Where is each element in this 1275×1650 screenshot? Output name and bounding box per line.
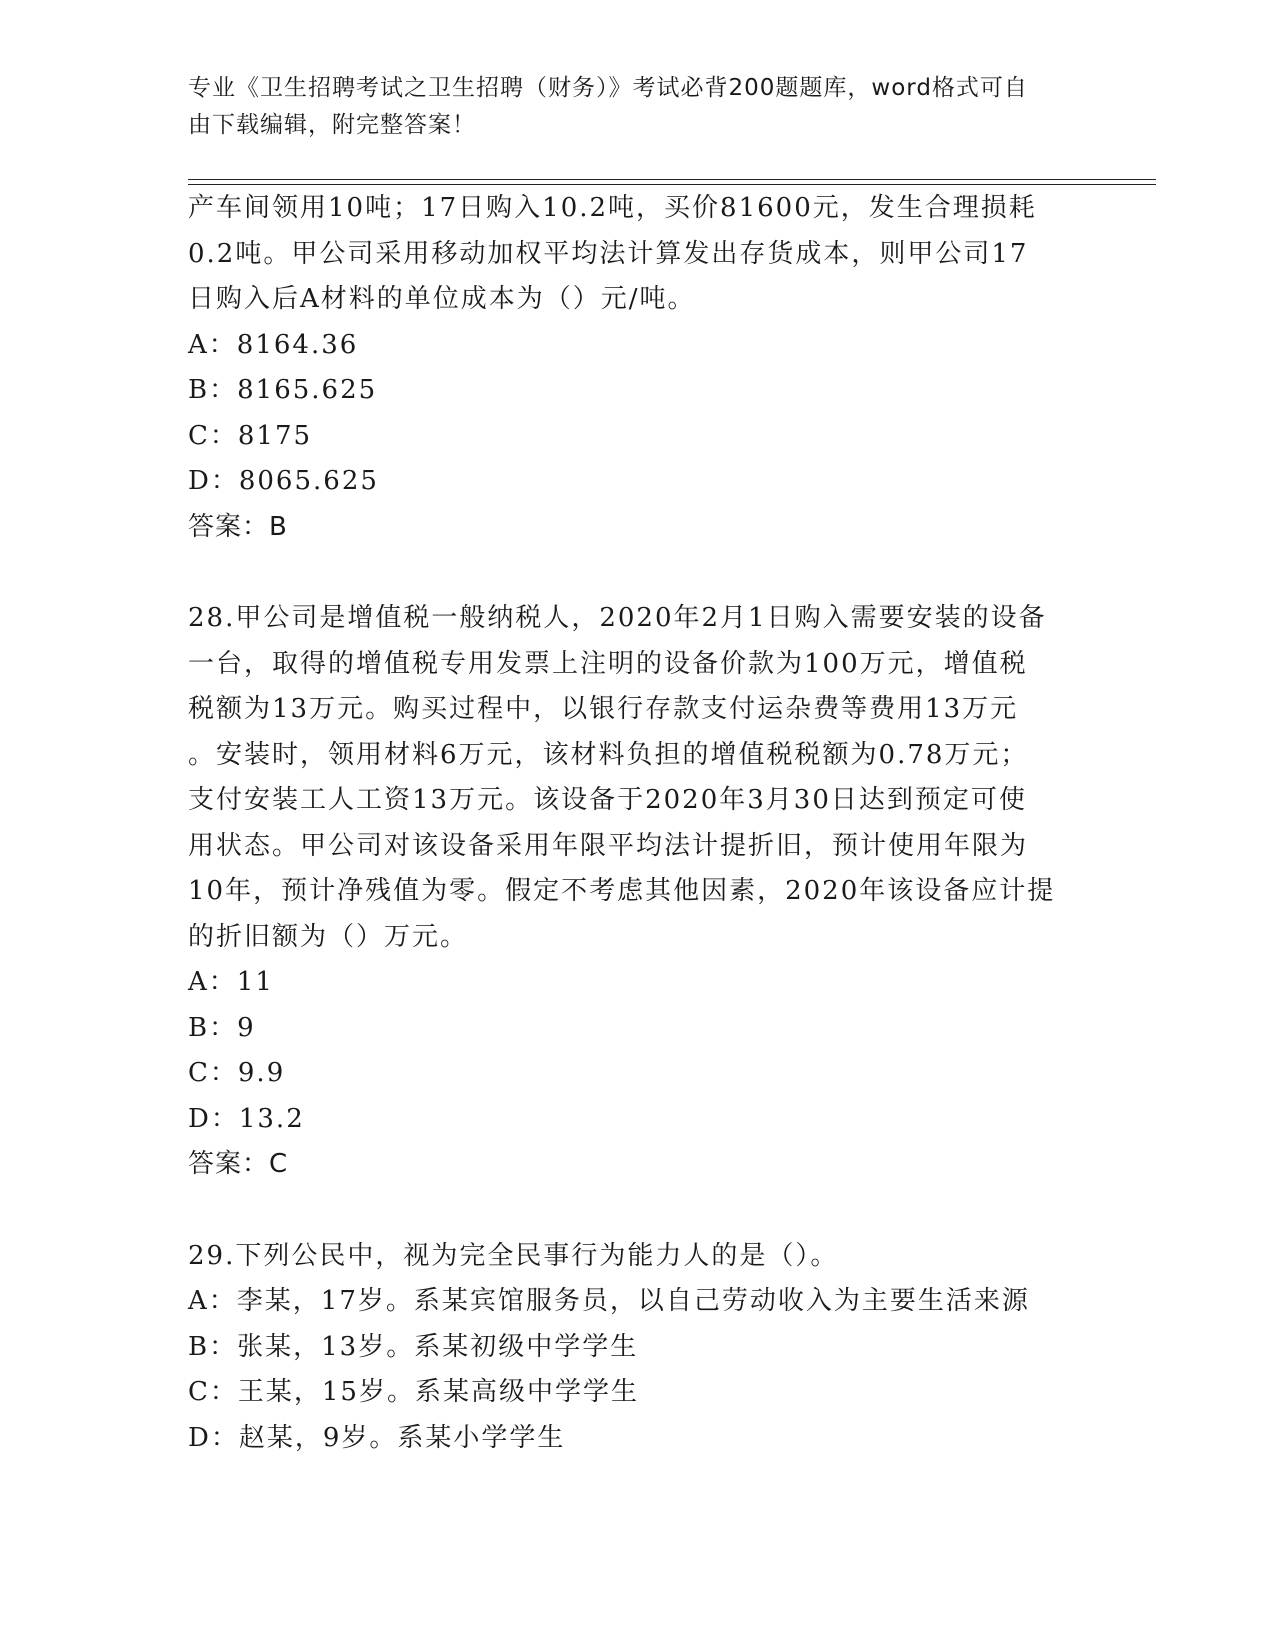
option-c: C：8175 <box>188 420 313 451</box>
question-29 <box>188 1234 1088 1462</box>
question-text-line: 29.下列公民中，视为完全民事行为能力人的是（）。 <box>188 1240 839 1271</box>
question-27 <box>188 186 1088 550</box>
option-c: C：9.9 <box>188 1058 286 1088</box>
header-divider <box>188 179 1156 180</box>
question-text-line: 支付安装工人工资13万元。该设备于2020年3月30日达到预定可使 <box>188 785 1027 815</box>
document-header <box>188 70 1068 144</box>
header-divider <box>188 184 1156 185</box>
question-text-line: 税额为13万元。购买过程中，以银行存款支付运杂费等费用13万元 <box>188 694 1019 724</box>
question-text-line: 10年，预计净残值为零。假定不考虑其他因素，2020年该设备应计提 <box>188 876 1056 906</box>
question-text-line: 产车间领用10吨；17日购入10.2吨，买价81600元，发生合理损耗 <box>188 193 1037 223</box>
spacer <box>188 550 1088 596</box>
question-list <box>188 186 1088 1461</box>
option-b: B：张某，13岁。系某初级中学学生 <box>188 1331 639 1362</box>
option-c: C：王某，15岁。系某高级中学学生 <box>188 1377 639 1407</box>
question-text-line: 0.2吨。甲公司采用移动加权平均法计算发出存货成本，则甲公司17 <box>188 238 1029 269</box>
header-line: 专业《卫生招聘考试之卫生招聘（财务）》考试必背200题题库，word格式可自 <box>188 75 1028 101</box>
option-b: B：8165.625 <box>188 375 378 405</box>
option-d: D：13.2 <box>188 1103 305 1134</box>
option-d: D：8065.625 <box>188 466 379 496</box>
answer-label: 答案：B <box>188 511 288 542</box>
question-28 <box>188 596 1088 1188</box>
option-a: A：11 <box>188 967 274 997</box>
question-text-line: 。安装时，领用材料6万元，该材料负担的增值税税额为0.78万元； <box>188 739 1029 770</box>
question-text-line: 28.甲公司是增值税一般纳税人，2020年2月1日购入需要安装的设备 <box>188 603 1047 633</box>
spacer <box>188 1188 1088 1234</box>
option-b: B：9 <box>188 1012 256 1043</box>
answer-label: 答案：C <box>188 1149 289 1179</box>
question-text-line: 一台，取得的增值税专用发票上注明的设备价款为100万元，增值税 <box>188 648 1028 679</box>
option-d: D：赵某，9岁。系某小学学生 <box>188 1422 566 1453</box>
option-a: A：李某，17岁。系某宾馆服务员，以自己劳动收入为主要生活来源 <box>188 1286 1030 1316</box>
question-text-line: 日购入后A材料的单位成本为（）元/吨。 <box>188 284 696 314</box>
question-text-line: 用状态。甲公司对该设备采用年限平均法计提折旧，预计使用年限为 <box>188 830 1029 861</box>
option-a: A：8164.36 <box>188 329 359 360</box>
question-text-line: 的折旧额为（）万元。 <box>188 921 469 952</box>
header-line: 由下载编辑，附完整答案！ <box>188 112 476 138</box>
